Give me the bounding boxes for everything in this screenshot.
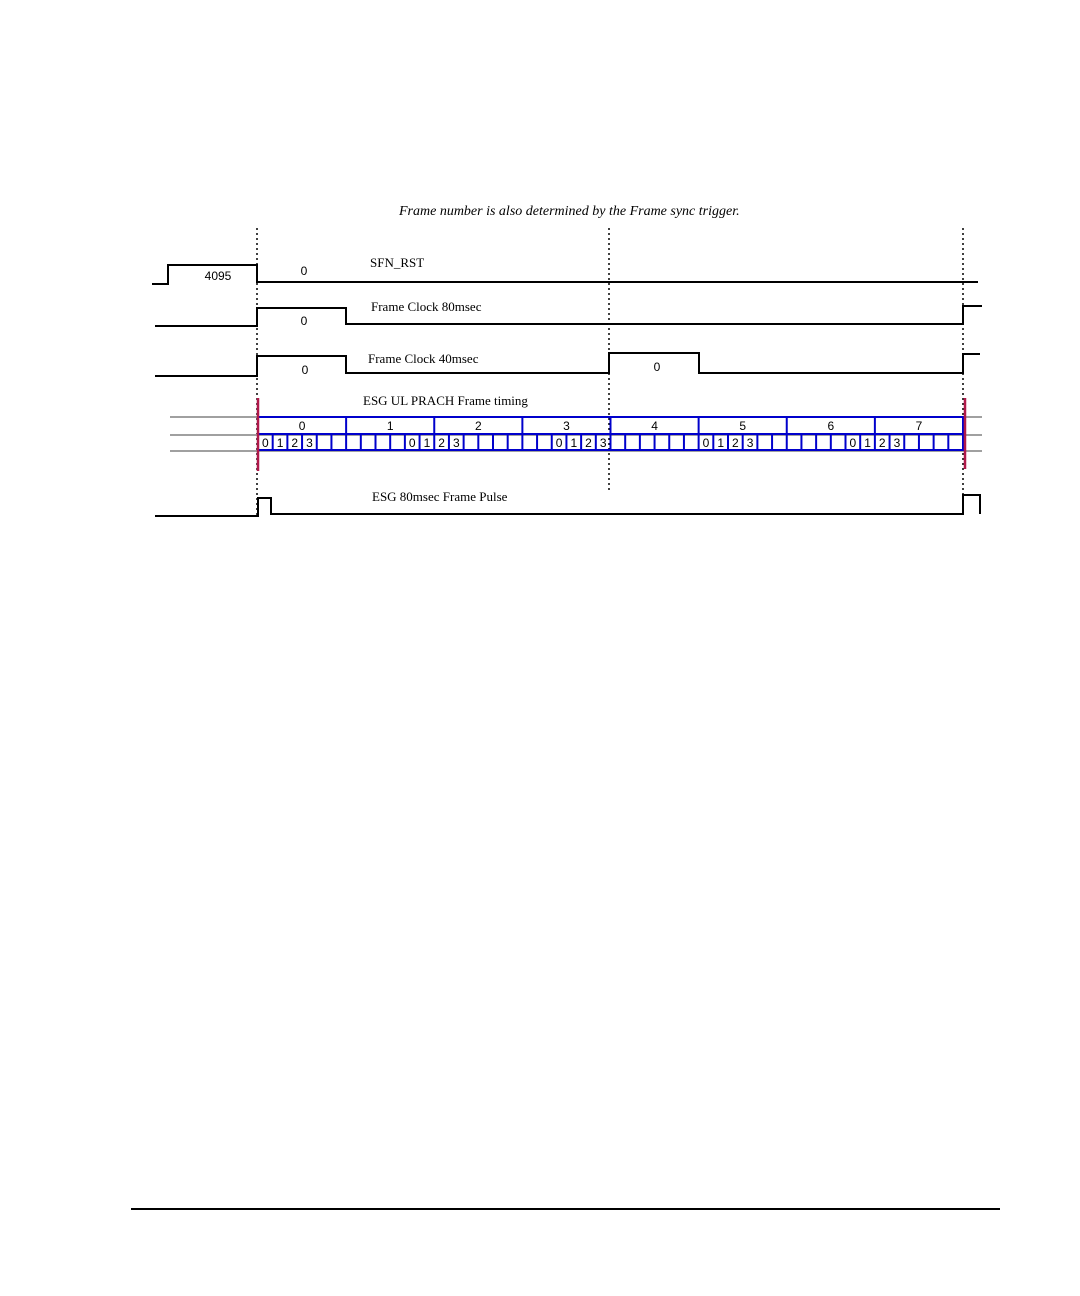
sfn-rst-prev-value: 4095 — [204, 269, 232, 283]
sfn-rst-signal — [152, 255, 978, 284]
sfn-rst-waveform — [152, 265, 978, 284]
prach-frame-number: 6 — [827, 419, 835, 433]
prach-subframe-number: 0 — [262, 436, 269, 450]
prach-subframe-number: 1 — [864, 436, 871, 450]
prach-subframe-cells — [262, 434, 948, 450]
frame-clock-40-value-second: 0 — [653, 360, 661, 374]
prach-label: ESG UL PRACH Frame timing — [363, 393, 528, 408]
prach-subframe-number: 3 — [306, 436, 313, 450]
sfn-rst-value: 0 — [300, 264, 308, 278]
frame-pulse-waveform — [155, 495, 980, 516]
frame-clock-80-label: Frame Clock 80msec — [371, 299, 482, 314]
prach-subframe-number: 2 — [438, 436, 445, 450]
prach-subframe-number: 1 — [423, 436, 431, 450]
prach-subframe-number: 0 — [408, 436, 416, 450]
frame-clock-40-waveform — [155, 353, 980, 376]
prach-subframe-number: 3 — [746, 436, 754, 450]
prach-frame-number: 4 — [651, 419, 658, 433]
footer-rule — [131, 1208, 1000, 1210]
prach-frame-number: 1 — [386, 419, 394, 433]
prach-frame-cells — [299, 417, 923, 434]
prach-subframe-number: 0 — [702, 436, 710, 450]
prach-subframe-number: 3 — [599, 436, 607, 450]
prach-subframe-number: 3 — [452, 436, 460, 450]
prach-subframe-number: 1 — [570, 436, 578, 450]
diagram-caption: Frame number is also determined by the Frame sync trigger. — [399, 204, 740, 219]
prach-subframe-number: 2 — [585, 436, 592, 450]
frame-clock-80-signal — [155, 299, 982, 328]
prach-subframe-number: 2 — [291, 436, 299, 450]
sfn-rst-label: SFN_RST — [370, 255, 425, 270]
frame-clock-40-signal — [155, 351, 980, 377]
frame-clock-40-value-first: 0 — [301, 363, 309, 377]
prach-frame-number: 5 — [739, 419, 747, 433]
frame-pulse-label: ESG 80msec Frame Pulse — [372, 489, 508, 504]
frame-clock-40-label: Frame Clock 40msec — [368, 351, 479, 366]
prach-subframe-number: 0 — [849, 436, 857, 450]
prach-subframe-number: 2 — [878, 436, 886, 450]
prach-frame-number: 7 — [915, 419, 923, 433]
prach-subframe-number: 3 — [893, 436, 901, 450]
prach-subframe-number: 1 — [717, 436, 724, 450]
prach-frame-number: 3 — [563, 419, 570, 433]
prach-frame-grid — [170, 398, 982, 471]
prach-subframe-number: 2 — [732, 436, 739, 450]
frame-clock-80-value: 0 — [300, 314, 308, 328]
prach-frame-number: 2 — [474, 419, 482, 433]
prach-subframe-number: 1 — [276, 436, 284, 450]
frame-pulse-signal — [155, 489, 980, 516]
prach-subframe-number: 0 — [555, 436, 563, 450]
prach-frame-number: 0 — [298, 419, 306, 433]
frame-clock-80-waveform — [155, 306, 982, 326]
